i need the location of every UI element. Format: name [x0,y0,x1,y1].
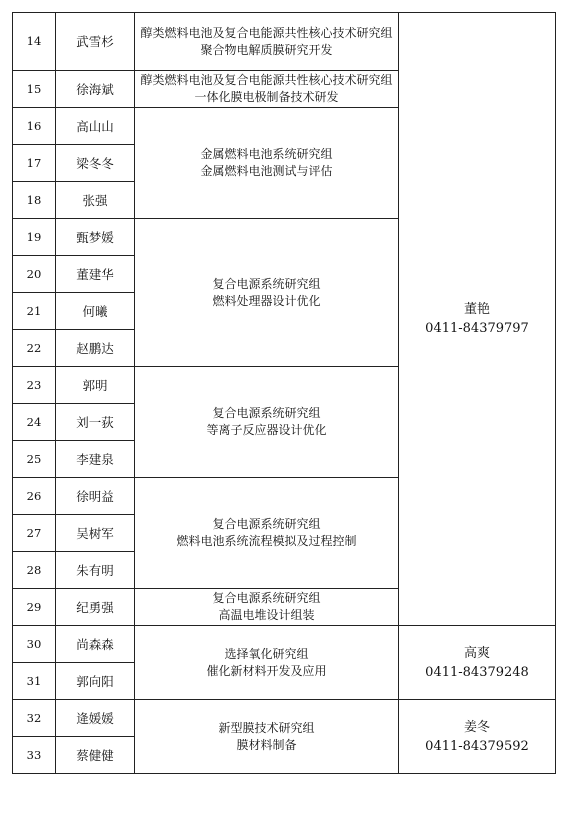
row-number: 20 [13,256,56,293]
contact-name: 高爽 [463,645,490,661]
project-name: 催化新材料开发及应用 [206,663,327,678]
row-number: 21 [13,293,56,330]
project-name: 燃料处理器设计优化 [212,293,321,308]
member-name: 郭明 [56,367,135,404]
contact-cell [399,626,556,700]
contact-name: 姜冬 [463,719,490,735]
member-name: 蔡健健 [56,737,135,774]
member-name: 何曦 [56,293,135,330]
row-number: 17 [13,145,56,182]
project-name: 膜材料制备 [236,737,297,752]
row-number: 28 [13,552,56,589]
group-name: 醇类燃料电池及复合电能源共性核心技术研究组 [140,25,393,40]
row-number: 33 [13,737,56,774]
project-name: 等离子反应器设计优化 [206,423,327,437]
member-name: 刘一荻 [56,404,135,441]
member-name: 甄梦媛 [56,219,135,256]
row-number: 14 [13,13,56,71]
group-cell [135,700,399,774]
project-name: 高温电堆设计组装 [218,608,315,622]
group-cell [135,626,399,700]
member-name: 逄媛媛 [56,700,135,737]
member-name: 徐海斌 [56,71,135,108]
member-name: 高山山 [56,108,135,145]
group-cell [135,589,399,626]
contact-name: 董艳 [463,302,490,317]
project-name: 燃料电池系统流程模拟及过程控制 [176,534,357,548]
roster-table [12,12,556,774]
row-number: 18 [13,182,56,219]
group-name: 复合电源系统研究组 [212,406,321,420]
project-name: 金属燃料电池测试与评估 [200,164,333,178]
member-name: 纪勇强 [56,589,135,626]
group-name: 选择氧化研究组 [224,646,309,661]
project-name: 一体化膜电极制备技术研发 [194,90,339,104]
member-name: 武雪杉 [56,13,135,71]
member-name: 吴树军 [56,515,135,552]
member-name: 董建华 [56,256,135,293]
member-name: 徐明益 [56,478,135,515]
group-cell [135,13,399,71]
group-cell [135,219,399,367]
group-name: 金属燃料电池系统研究组 [200,147,333,161]
group-name: 复合电源系统研究组 [212,517,321,531]
contact-cell [399,700,556,774]
table-row [13,700,556,737]
group-cell [135,367,399,478]
group-cell [135,71,399,108]
group-name: 复合电源系统研究组 [212,276,321,291]
row-number: 31 [13,663,56,700]
table-row [13,626,556,663]
group-cell [135,108,399,219]
contact-phone: 0411-84379592 [425,738,529,754]
row-number: 23 [13,367,56,404]
row-number: 19 [13,219,56,256]
project-name: 聚合物电解质膜研究开发 [200,42,333,57]
member-name: 李建泉 [56,441,135,478]
contact-phone: 0411-84379797 [425,321,529,336]
group-name: 新型膜技术研究组 [218,720,315,735]
group-cell [135,478,399,589]
group-name: 醇类燃料电池及复合电能源共性核心技术研究组 [140,73,393,87]
row-number: 16 [13,108,56,145]
contact-cell [399,13,556,626]
contact-phone: 0411-84379248 [425,664,529,680]
member-name: 朱有明 [56,552,135,589]
member-name: 张强 [56,182,135,219]
member-name: 郭向阳 [56,663,135,700]
row-number: 15 [13,71,56,108]
row-number: 27 [13,515,56,552]
table-row [13,13,556,71]
group-name: 复合电源系统研究组 [212,591,321,605]
row-number: 25 [13,441,56,478]
member-name: 梁冬冬 [56,145,135,182]
row-number: 24 [13,404,56,441]
row-number: 26 [13,478,56,515]
row-number: 32 [13,700,56,737]
row-number: 22 [13,330,56,367]
row-number: 29 [13,589,56,626]
row-number: 30 [13,626,56,663]
member-name: 尚森森 [56,626,135,663]
member-name: 赵鹏达 [56,330,135,367]
